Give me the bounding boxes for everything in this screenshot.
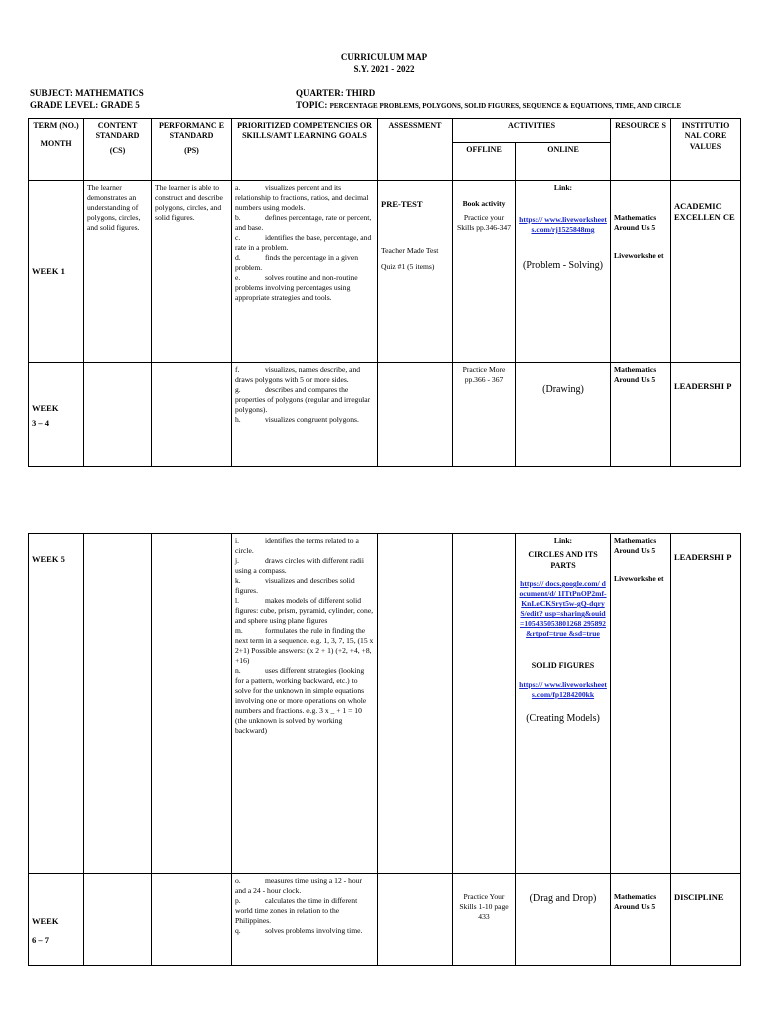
resources: Mathematics Around Us 5 Liveworkshe et — [611, 534, 671, 874]
quarter: QUARTER: THIRD — [296, 88, 376, 98]
header-resources: RESOURCE S — [611, 119, 671, 181]
core-value: LEADERSHI P — [671, 534, 741, 874]
content-standard: The learner demonstrates an understanding of polygons, circles, and solid figures. — [84, 181, 152, 363]
online-activity: Link: CIRCLES AND ITS PARTS https:// docs.google.com/ document/d/ 1ITtPnOP2mf-KnLeCKSryt5w-gQ-dqryS/edit? usp=sharing&ouid =105435053801268 295892&rtpof=true &sd=true SOLID FIGURES https:// www.liveworksheet s.com/fp1284200kk (Creating Models) — [516, 534, 611, 874]
resources: Mathematics Around Us 5 Liveworkshe et — [611, 181, 671, 363]
header-core-values: INSTITUTIO NAL CORE VALUES — [671, 119, 741, 181]
offline-activity: Book activity Practice your Skills pp.346-347 — [453, 181, 516, 363]
offline-activity: Practice More pp.366 - 367 — [453, 363, 516, 467]
header-offline: OFFLINE — [453, 143, 516, 181]
assessment — [378, 363, 453, 467]
content-standard — [84, 534, 152, 874]
week-label: WEEK 1 — [29, 181, 84, 363]
performance-standard — [152, 363, 232, 467]
core-value: DISCIPLINE — [671, 874, 741, 966]
topic-value: PERCENTAGE PROBLEMS, POLYGONS, SOLID FIGURES, SEQUENCE & EQUATIONS, TIME, AND CIRCLE — [329, 102, 682, 110]
curriculum-table-2 — [28, 533, 741, 966]
assessment — [378, 534, 453, 874]
header-term: TERM (NO.) MONTH — [29, 119, 84, 181]
online-link-solid-figures[interactable]: https:// www.liveworksheet s.com/fp1284200kk — [519, 679, 607, 699]
content-standard — [84, 874, 152, 966]
header-content-standard: CONTENT STANDARD (CS) — [84, 119, 152, 181]
curriculum-table-1 — [28, 118, 741, 467]
school-year: S.Y. 2021 - 2022 — [353, 64, 415, 74]
offline-activity — [453, 534, 516, 874]
offline-activity: Practice Your Skills 1-10 page 433 — [453, 874, 516, 966]
performance-standard — [152, 534, 232, 874]
online-link[interactable]: https:// www.liveworksheet s.com/rj1525848mg — [519, 215, 607, 235]
topic-label: TOPIC: — [296, 100, 328, 110]
assessment — [378, 874, 453, 966]
grade-level: GRADE LEVEL: GRADE 5 — [30, 100, 140, 110]
online-activity: (Drag and Drop) — [516, 874, 611, 966]
table-row — [29, 363, 741, 467]
performance-standard: The learner is able to construct and describe polygons, circles, and solid figures. — [152, 181, 232, 363]
content-standard — [84, 363, 152, 467]
competency-list: i. identifies the terms related to a circle. j. draws circles with different radii using a compass. k. visualizes and describes solid figures. l. makes models of different solid figures: cube, prism, pyramid, cylinder, cone, and sphere using plane figures m. formulates the rule in finding the next term in a sequence. e.g. 1, 3, 7, 15, (15 x 2+1) Possible answers: (x 2 + 1) (+2, +4, +8, +16) n. uses different strategies (looking for a pattern, working backward, etc.) to solve for the unknown in simple equations involving one or more operations on whole numbers and fractions. e.g. 3 x _ + 1 = 10 (the unknown is solved by working backward) — [232, 534, 378, 874]
table-row — [29, 534, 741, 874]
subject: SUBJECT: MATHEMATICS — [30, 88, 144, 98]
header-online: ONLINE — [516, 143, 611, 181]
resources: Mathematics Around Us 5 — [611, 874, 671, 966]
assessment: PRE-TEST Teacher Made Test Quiz #1 (5 items) — [378, 181, 453, 363]
core-value: LEADERSHI P — [671, 363, 741, 467]
week-label: WEEK 3 – 4 — [29, 363, 84, 467]
header-activities: ACTIVITIES — [453, 119, 611, 143]
competency-list: f. visualizes, names describe, and draws polygons with 5 or more sides. g. describes and compares the properties of polygons (regular and irregular polygons). h. visualizes congruent polygons. — [232, 363, 378, 467]
performance-standard — [152, 874, 232, 966]
header-assessment: ASSESSMENT — [378, 119, 453, 181]
competency-list: a. visualizes percent and its relationship to fractions, ratios, and decimal numbers using models. b. defines percentage, rate or percent, and base. c. identifies the base, percentage, and rate in a problem. d. finds the percentage in a given problem. e. solves routine and non-routine problems involving percentages using appropriate strategies and tools. — [232, 181, 378, 363]
header-competencies: PRIORITIZED COMPETENCIES OR SKILLS/AMT LEARNING GOALS — [232, 119, 378, 181]
core-value: ACADEMIC EXCELLEN CE — [671, 181, 741, 363]
week-label: WEEK 5 — [29, 534, 84, 874]
page-title: CURRICULUM MAP — [340, 52, 428, 62]
online-activity: Link: https:// www.liveworksheet s.com/rj1525848mg (Problem - Solving) — [516, 181, 611, 363]
resources: Mathematics Around Us 5 — [611, 363, 671, 467]
online-activity: (Drawing) — [516, 363, 611, 467]
online-link-circles[interactable]: https:// docs.google.com/ document/d/ 1ITtPnOP2mf-KnLeCKSryt5w-gQ-dqryS/edit? usp=sharing&ouid =105435053801268 295892&rtpof=true &sd=true — [519, 579, 607, 639]
table-row — [29, 874, 741, 966]
competency-list: o. measures time using a 12 - hour and a 24 - hour clock. p. calculates the time in different world time zones in relation to the Philippines. q. solves problems involving time. — [232, 874, 378, 966]
topic — [296, 100, 681, 110]
header-performance-standard: PERFORMANC E STANDARD (PS) — [152, 119, 232, 181]
week-label: WEEK 6 – 7 — [29, 874, 84, 966]
table-row — [29, 181, 741, 363]
